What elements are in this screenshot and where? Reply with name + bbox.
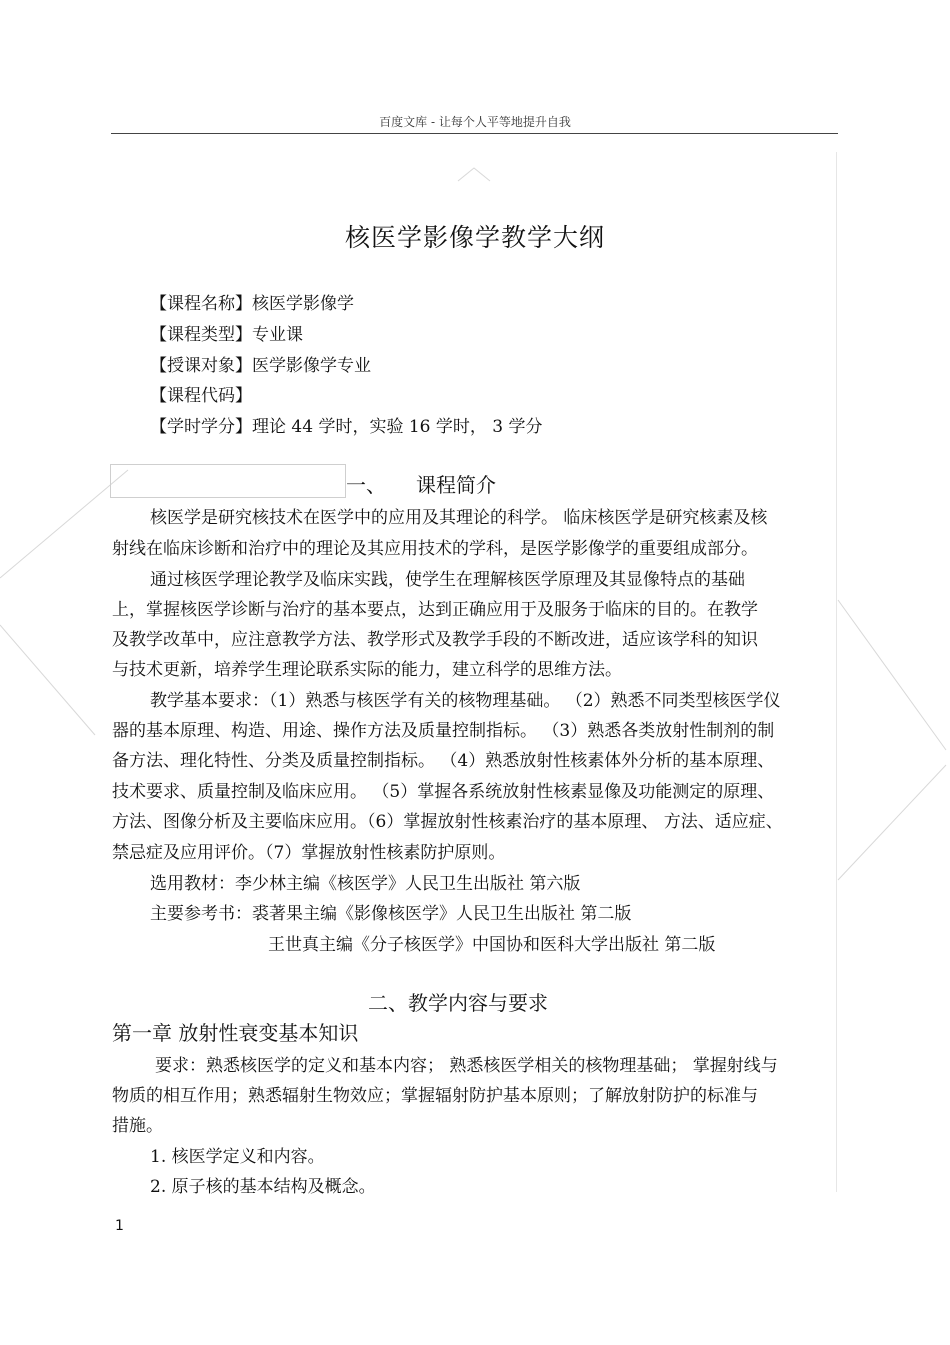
list-item: 2. 原子核的基本结构及概念。 [150, 1177, 376, 1197]
chapter-1-heading: 第一章 放射性衰变基本知识 [112, 1021, 359, 1045]
body-line: 核医学是研究核技术在医学中的应用及其理论的科学。 临床核医学是研究核素及核 [150, 508, 768, 528]
body-line: 通过核医学理论教学及临床实践，使学生在理解核医学原理及其显像特点的基础 [150, 570, 745, 590]
meta-course-code: 【课程代码】 [150, 386, 252, 406]
body-line: 与技术更新，培养学生理论联系实际的能力，建立科学的思维方法。 [112, 660, 622, 680]
meta-course-type: 【课程类型】专业课 [150, 325, 303, 345]
section-1-number: 一、 [346, 473, 386, 497]
reference-line: 主要参考书：裘著果主编《影像核医学》人民卫生出版社 第二版 [150, 904, 632, 924]
body-line: 要求：熟悉核医学的定义和基本内容； 熟悉核医学相关的核物理基础； 掌握射线与 [155, 1056, 778, 1076]
body-line: 禁忌症及应用评价。（7）掌握放射性核素防护原则。 [112, 843, 506, 863]
page-number: 1 [115, 1218, 124, 1234]
empty-field-box [110, 464, 346, 498]
body-line: 技术要求、质量控制及临床应用。 （5）掌握各系统放射性核素显像及功能测定的原理、 [112, 782, 775, 802]
body-line: 方法、图像分析及主要临床应用。（6）掌握放射性核素治疗的基本原理、 方法、适应症、 [112, 812, 783, 832]
body-line: 物质的相互作用；熟悉辐射生物效应；掌握辐射防护基本原则；了解放射防护的标准与 [112, 1086, 758, 1106]
body-line: 备方法、理化特性、分类及质量控制指标。 （4）熟悉放射性核素体外分析的基本原理、 [112, 751, 775, 771]
section-1-heading: 课程简介 [416, 473, 496, 497]
reference-line: 王世真主编《分子核医学》中国协和医科大学出版社 第二版 [268, 935, 716, 955]
meta-course-name: 【课程名称】核医学影像学 [150, 294, 354, 314]
body-line: 教学基本要求：（1）熟悉与核医学有关的核物理基础。 （2）熟悉不同类型核医学仪 [150, 691, 781, 711]
textbook-line: 选用教材：李少林主编《核医学》人民卫生出版社 第六版 [150, 874, 581, 894]
body-line: 射线在临床诊断和治疗中的理论及其应用技术的学科，是医学影像学的重要组成部分。 [112, 539, 758, 559]
list-item: 1. 核医学定义和内容。 [150, 1147, 325, 1167]
header-divider [111, 133, 838, 134]
section-2-heading: 二、教学内容与要求 [368, 991, 548, 1015]
meta-credits: 【学时学分】理论 44 学时，实验 16 学时， 3 学分 [150, 417, 543, 437]
body-line: 措施。 [112, 1116, 163, 1136]
meta-audience: 【授课对象】医学影像学专业 [150, 356, 371, 376]
body-line: 器的基本原理、构造、用途、操作方法及质量控制指标。 （3）熟悉各类放射性制剂的制 [112, 721, 775, 741]
body-line: 上，掌握核医学诊断与治疗的基本要点，达到正确应用于及服务于临床的目的。在教学 [112, 600, 758, 620]
right-margin-rule [836, 152, 837, 1192]
document-title: 核医学影像学教学大纲 [344, 223, 605, 252]
body-line: 及教学改革中，应注意教学方法、教学形式及教学手段的不断改进，适应该学科的知识 [112, 630, 758, 650]
page-header: 百度文库 - 让每个人平等地提升自我 [379, 115, 571, 129]
